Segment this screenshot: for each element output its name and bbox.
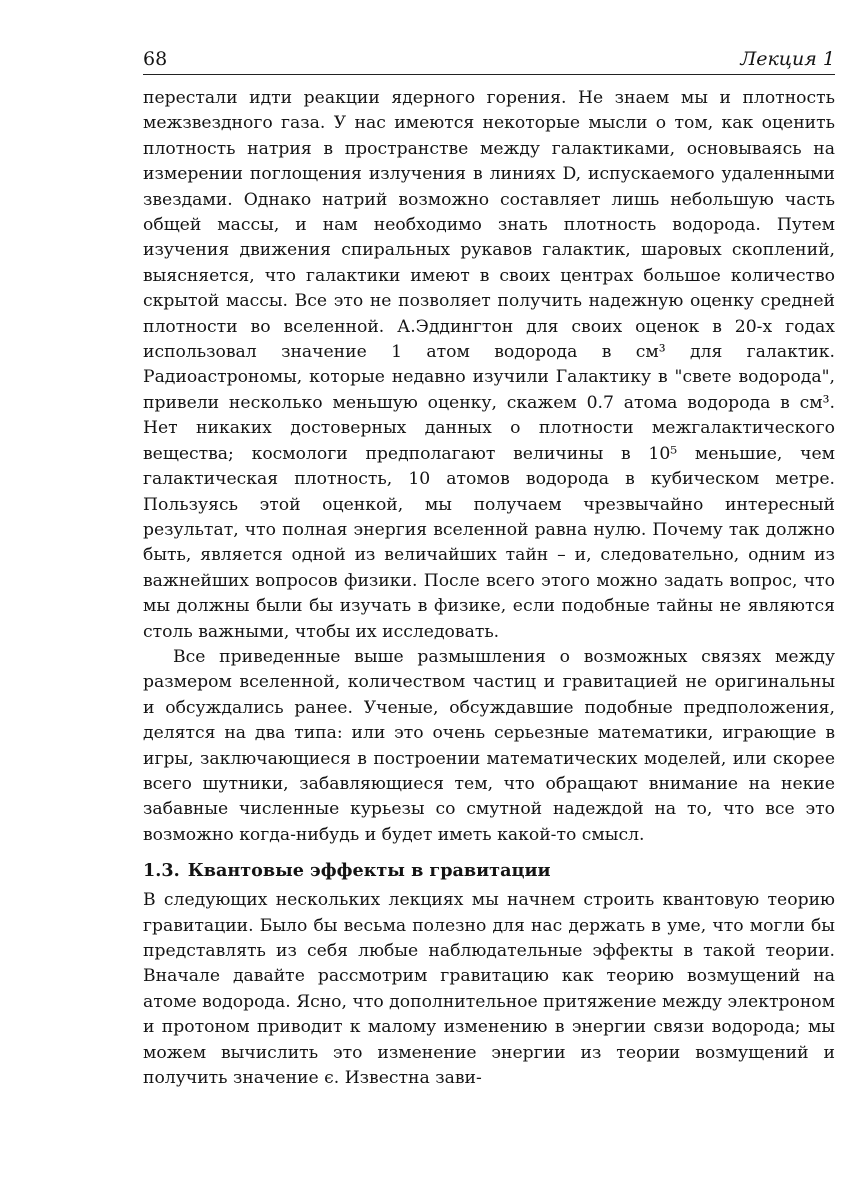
paragraph-speculations: Все приведенные выше размышления о возможных связях между размером вселенной, количеством частиц и гравитацией не оригинальны и обсуждались ранее. Ученые, обсуждавшие подобные предположения, делятся на два типа: или это очень серьезные математики, играющие в игры, заключающиеся в построении математических моделей, или скорее всего шутники, забавляющиеся тем, что обращают внимание на некие забавные численные курьезы со смутной надеждой на то, что все это возможно когда-нибудь и будет иметь какой-то смысл.	[143, 646, 835, 845]
paragraph-quantum-effects: В следующих нескольких лекциях мы начнем строить квантовую теорию гравитации. Было бы весьма полезно для нас держать в уме, что могли бы представлять из себя любые наблюдательные эффекты в такой теории. Вначале давайте рассмотрим гравитацию как теорию возмущений на атоме водорода. Ясно, что дополнительное притяжение между электроном и протоном приводит к малому изменению в энергии связи водорода; мы можем вычислить это изменение энергии из теории возмущений и получить значение ϵ. Известна зави-	[143, 890, 835, 1089]
page-header	[143, 44, 835, 75]
section-heading	[143, 858, 835, 884]
section-title: Квантовые эффекты в гравитации	[187, 860, 551, 882]
section-number: 1.3.	[143, 860, 180, 882]
paragraph-density: перестали идти реакции ядерного горения. Не знаем мы и плотность межзвездного газа. У нас имеются некоторые мысли о том, как оценить плотность натрия в пространстве между галактиками, основываясь на измерении поглощения излучения в линиях D, испускаемого удаленными звездами. Однако натрий возможно составляет лишь небольшую часть общей массы, и нам необходимо знать плотность водорода. Путем изучения движения спиральных рукавов галактик, шаровых скоплений, выясняется, что галактики имеют в своих центрах большое количество скрытой массы. Все это не позволяет получить надежную оценку средней плотности во вселенной. А.Эддингтон для своих оценок в 20-х годах использовал значение 1 атом водорода в см³ для галактик. Радиоастрономы, которые недавно изучили Галактику в "свете водорода", привели несколько меньшую оценку, скажем 0.7 атома водорода в см³. Нет никаких достоверных данных о плотности межгалактического вещества; космологи предполагают величины в 10⁵ меньшие, чем галактическая плотность, 10 атомов водорода в кубическом метре. Пользуясь этой оценкой, мы получаем чрезвычайно интересный результат, что полная энергия вселенной равна нулю. Почему так должно быть, является одной из величайших тайн – и, следовательно, одним из важнейших вопросов физики. После всего этого можно задать вопрос, что мы должны были бы изучать в физике, если подобные тайны не являются столь важными, чтобы их исследовать.	[143, 88, 835, 642]
body-text	[143, 86, 835, 1091]
page-number: 68	[143, 48, 168, 70]
running-head: Лекция 1	[740, 48, 835, 70]
